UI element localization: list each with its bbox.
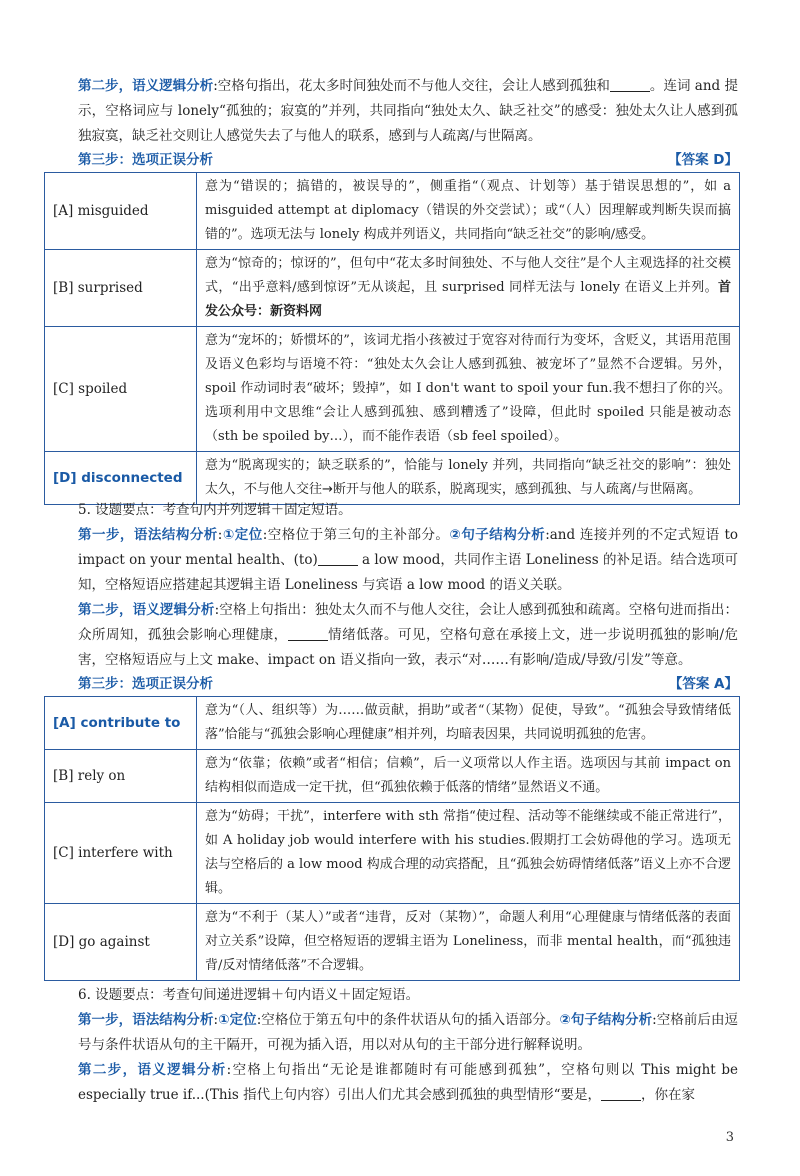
q5-step1-sub1: ①定位 xyxy=(222,527,263,543)
option-explanation-text: 意为“脱离现实的；缺乏联系的”，恰能与 lonely 并列，共同指向“缺乏社交的影响”：独处太久，不与他人交往 xyxy=(205,458,731,497)
q5-step1-text1: :空格位于第三句的主补部分。 xyxy=(262,527,450,543)
table-row xyxy=(45,452,740,505)
q6-step1-paragraph xyxy=(78,1008,738,1058)
table-row xyxy=(45,697,740,750)
option-label-correct: [D] disconnected xyxy=(45,452,197,505)
option-label: [B] surprised xyxy=(45,250,197,327)
blank-line xyxy=(610,77,650,92)
q5-step2-text1: :空格上句指出：独处太久而不与他人交往，会让人感到孤独和疏离。空格句进而指出：众所周知，孤独会影响心理健康， xyxy=(78,602,738,643)
q5-step2-text2: 情绪低落。可见，空格句意在承接上文，进一步说明孤独的影响/危害，空格短语应与上文 make、impact on 语义指向一致，表示“对……有影响/造成/导致/引发”等意。 xyxy=(78,627,738,668)
q6-step1-sub1: ①定位 xyxy=(218,1012,257,1028)
q6-step2-label: 第二步，语义逻辑分析 xyxy=(78,1062,227,1078)
q5-step3-label: 第三步：选项正误分析 xyxy=(78,676,213,692)
page-number: 3 xyxy=(725,1130,734,1145)
q5-heading xyxy=(78,498,738,523)
q4-options-table xyxy=(44,172,740,505)
q6-step2-paragraph xyxy=(78,1058,738,1108)
q6-step1-label: 第一步，语法结构分析 xyxy=(78,1012,214,1028)
watermark-note: 首发公众号：新资料网 xyxy=(205,280,731,319)
blank-line xyxy=(601,1086,641,1101)
option-label: [C] spoiled xyxy=(45,327,197,452)
option-explanation: 意为“妨碍；干扰”，interfere with sth 常指“使过程、活动等不能继续或不能正常进行”，如 A holiday job would interfere with his studies.假期打工会妨碍他的学习。选项无法与空格后的 a low mood 构成合理的动宾搭配，且“孤独会妨碍情绪低落”语义上亦不合逻辑。 xyxy=(197,803,740,904)
q5-step1-label: 第一步，语法结构分析 xyxy=(78,527,218,543)
option-label: [C] interfere with xyxy=(45,803,197,904)
q5-answer: 【答案 A】 xyxy=(668,676,738,692)
table-row xyxy=(45,327,740,452)
arrow-icon: → xyxy=(322,482,333,497)
table-row xyxy=(45,250,740,327)
q4-answer: 【答案 D】 xyxy=(668,152,738,168)
option-explanation: 意为“（人、组织等）为……做贡献，捐助”或者“（某物）促使，导致”。“孤独会导致情绪低落”恰能与“孤独会影响心理健康”相并列，均暗表因果，共同说明孤独的危害。 xyxy=(197,697,740,750)
q6-step1-text1: :空格位于第五句中的条件状语从句的插入语部分。 xyxy=(256,1012,560,1028)
q4-step3-label: 第三步：选项正误分析 xyxy=(78,152,213,168)
option-explanation-text: 断开与他人的联系，脱离现实，感到孤独、与人疏离/与世隔离。 xyxy=(332,482,702,497)
q5-step1-text2a: :and 连接并列的不定式短语 to impact on your mental health、(to) xyxy=(78,527,738,568)
q5-step1-text2b: a low mood，共同作主语 Loneliness 的补足语。结合选项可知，空格短语应搭建起其逻辑主语 Loneliness 与宾语 a low mood 的语义关联。 xyxy=(78,552,738,593)
option-explanation: 意为“宠坏的；娇惯坏的”，该词尤指小孩被过于宽容对待而行为变坏，含贬义，其语用范围及语义色彩均与语境不符：“独处太久会让人感到孤独、被宠坏了”显然不合逻辑。另外，spoil 作动词时表“破坏；毁掉”，如 I don't want to spoil your fun.我不想扫了你的兴。选项利用中文思维“会让人感到孤独、感到糟透了”设障，但此时 spoiled 只能是被动态（sth be spoiled by…），而不能作表语（sb feel spoiled）。 xyxy=(197,327,740,452)
q6-step2-text2: ，你在家 xyxy=(641,1087,695,1103)
q5-step2-label: 第二步，语义逻辑分析 xyxy=(78,602,215,618)
q6-heading-text: 6. 设题要点：考查句间递进逻辑＋句内语义＋固定短语。 xyxy=(78,987,420,1003)
q6-step2-text1: :空格上句指出“无论是谁都随时有可能感到孤独”，空格句则以 This might be especially true if...(This 指代上句内容）引出人们尤其会感到孤独的典型情形“要是， xyxy=(78,1062,739,1103)
table-row xyxy=(45,750,740,803)
option-label: [B] rely on xyxy=(45,750,197,803)
option-explanation xyxy=(197,452,740,505)
colon: : xyxy=(213,1012,219,1028)
q4-step2-label: 第二步，语义逻辑分析 xyxy=(78,78,214,94)
q5-step1-sub2: ②句子结构分析 xyxy=(449,527,546,543)
option-explanation: 意为“不利于（某人）”或者“违背，反对（某物）”，命题人利用“心理健康与情绪低落的表面对立关系”设障，但空格短语的逻辑主语为 Loneliness，而非 mental health，而“孤独违背/反对情绪低落”不合逻辑。 xyxy=(197,904,740,981)
q5-heading-text: 5. 设题要点：考查句内并列逻辑＋固定短语。 xyxy=(78,502,352,518)
option-label-correct: [A] contribute to xyxy=(45,697,197,750)
table-row xyxy=(45,803,740,904)
q5-step2-paragraph xyxy=(78,598,738,673)
q4-step2-paragraph xyxy=(78,74,738,149)
q6-step1-sub2: ②句子结构分析 xyxy=(559,1012,653,1028)
blank-line xyxy=(288,626,328,641)
option-explanation xyxy=(197,250,740,327)
q6-step1-text2: :空格前后由逗号与条件状语从句的主干隔开，可视为插入语，用以对从句的主干部分进行解释说明。 xyxy=(78,1012,738,1053)
q4-step2-rest: 连词 and 提示，空格词应与 lonely“孤独的；寂寞的”并列，共同指向“独处太久、缺乏社交”的感受：独处太久让人感到孤独寂寞，缺乏社交则让人感觉失去了与他人的联系，感到与人疏离/与世隔离。 xyxy=(78,78,739,144)
option-label: [A] misguided xyxy=(45,173,197,250)
q4-step2-line1-end: 。 xyxy=(649,78,664,94)
table-row xyxy=(45,173,740,250)
q5-options-table xyxy=(44,696,740,981)
q4-step2-line1: :空格句指出，花太多时间独处而不与他人交往，会让人感到孤独和 xyxy=(213,78,610,94)
option-explanation: 意为“错误的；搞错的，被误导的”，侧重指“（观点、计划等）基于错误思想的”，如 a misguided attempt at diplomacy（错误的外交尝试）；或“（人）因理解或判断失误而搞错的”。选项无法与 lonely 构成并列语义，共同指向“缺乏社交”的影响/感受。 xyxy=(197,173,740,250)
colon: : xyxy=(217,527,223,543)
q5-step1-paragraph xyxy=(78,523,738,598)
q6-heading xyxy=(78,983,738,1008)
blank-line xyxy=(318,551,358,566)
option-label: [D] go against xyxy=(45,904,197,981)
option-explanation: 意为“依靠；依赖”或者“相信；信赖”，后一义项常以人作主语。选项因与其前 impact on 结构相似而造成一定干扰，但“孤独依赖于低落的情绪”显然语义不通。 xyxy=(197,750,740,803)
table-row xyxy=(45,904,740,981)
option-explanation-text: 意为“惊奇的；惊讶的”，但句中“花太多时间独处、不与他人交往”是个人主观选择的社交模式，“出乎意料/感到惊讶”无从谈起，且 surprised 同样无法与 lonely 在语义上并列。 xyxy=(205,256,731,295)
